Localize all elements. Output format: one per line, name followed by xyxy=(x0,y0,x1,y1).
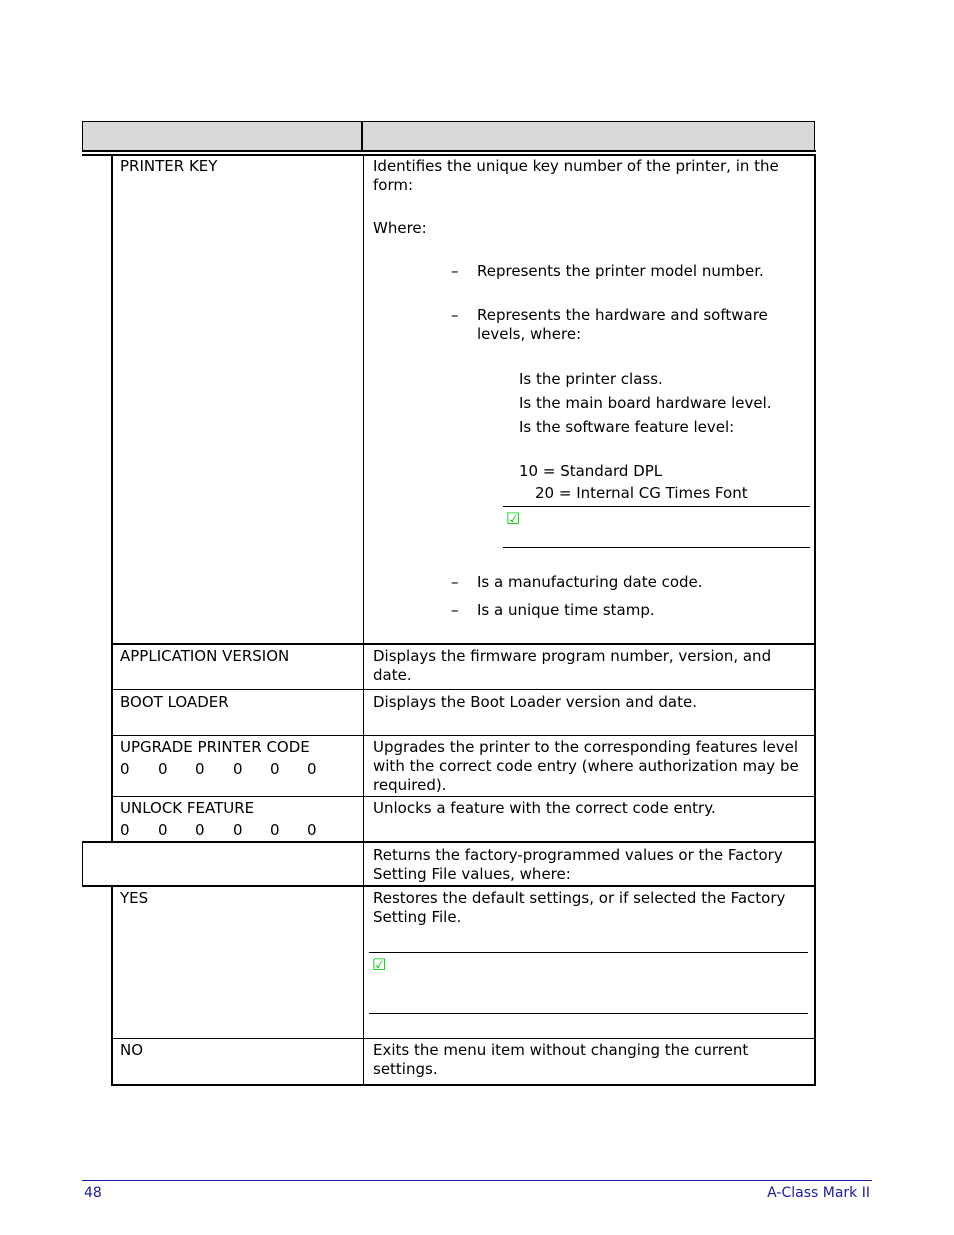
column-divider xyxy=(363,154,364,1086)
code-digit: 0 xyxy=(195,821,205,839)
yes-label: YES xyxy=(120,889,149,907)
application-version-description: Displays the firmware program number, version, and date. xyxy=(373,647,772,684)
checkbox-note-icon: ☑ xyxy=(372,955,387,974)
date-code-definition: Is a manufacturing date code. xyxy=(477,573,703,591)
row-rule xyxy=(111,643,816,645)
row-rule xyxy=(82,841,816,843)
unlock-feature-label: UNLOCK FEATURE xyxy=(120,799,255,817)
feature-cg-times: 20 = Internal CG Times Font xyxy=(535,484,748,502)
code-digit: 0 xyxy=(307,760,317,778)
product-name: A-Class Mark II xyxy=(767,1185,870,1201)
table-right-border xyxy=(814,154,816,1086)
row-rule xyxy=(111,796,816,797)
note-rule-bottom xyxy=(503,547,810,548)
code-digit: 0 xyxy=(158,821,168,839)
defaults-description: Returns the factory-programmed values or the Factory Setting File values, where: xyxy=(373,846,783,883)
code-digit: 0 xyxy=(120,821,130,839)
table-bottom-rule xyxy=(111,1084,816,1086)
header-rule xyxy=(82,150,816,152)
dash-glyph: – xyxy=(451,306,459,324)
row-rule xyxy=(111,1038,816,1039)
defaults-left-border xyxy=(82,841,83,886)
no-description: Exits the menu item without changing the current settings. xyxy=(373,1041,749,1078)
printer-model-definition: Represents the printer model number. xyxy=(477,262,764,280)
printer-key-where: Where: xyxy=(373,219,427,237)
note-rule-top xyxy=(503,506,810,507)
hw-sw-levels-definition: Represents the hardware and software levels, where: xyxy=(477,306,768,343)
yes-description: Restores the default settings, or if selected the Factory Setting File. xyxy=(373,889,786,926)
feature-standard-dpl: 10 = Standard DPL xyxy=(519,462,663,480)
boot-loader-description: Displays the Boot Loader version and date. xyxy=(373,693,697,711)
row-rule xyxy=(111,735,816,736)
printer-key-description: Identifies the unique key number of the printer, in the form: xyxy=(373,157,779,194)
board-level-definition: Is the main board hardware level. xyxy=(519,394,772,412)
code-digit: 0 xyxy=(307,821,317,839)
row-rule xyxy=(82,885,816,887)
header-rule-2 xyxy=(82,154,816,156)
code-digit: 0 xyxy=(233,760,243,778)
header-divider xyxy=(361,121,363,151)
code-digit: 0 xyxy=(195,760,205,778)
dash-glyph: – xyxy=(451,573,459,591)
table-left-border xyxy=(111,154,113,842)
application-version-label: APPLICATION VERSION xyxy=(120,647,290,665)
no-label: NO xyxy=(120,1041,144,1059)
footer-rule xyxy=(82,1180,872,1181)
checkbox-note-icon: ☑ xyxy=(506,509,521,528)
table-header-row xyxy=(82,121,815,150)
note-rule-top xyxy=(369,952,808,953)
dash-glyph: – xyxy=(451,262,459,280)
code-digit: 0 xyxy=(158,760,168,778)
note-rule-bottom xyxy=(369,1013,808,1014)
row-rule xyxy=(111,689,816,690)
dash-glyph: – xyxy=(451,601,459,619)
unlock-feature-description: Unlocks a feature with the correct code entry. xyxy=(373,799,716,817)
upgrade-code-description: Upgrades the printer to the corresponding features level with the correct code entry (where authorization may be required). xyxy=(373,738,799,794)
code-digit: 0 xyxy=(233,821,243,839)
code-digit: 0 xyxy=(120,760,130,778)
printer-key-label: PRINTER KEY xyxy=(120,157,218,175)
page-number: 48 xyxy=(84,1185,102,1201)
feature-level-definition: Is the software feature level: xyxy=(519,418,735,436)
printer-class-definition: Is the printer class. xyxy=(519,370,663,388)
time-stamp-definition: Is a unique time stamp. xyxy=(477,601,655,619)
code-digit: 0 xyxy=(270,821,280,839)
upgrade-code-label: UPGRADE PRINTER CODE xyxy=(120,738,310,756)
boot-loader-label: BOOT LOADER xyxy=(120,693,229,711)
code-digit: 0 xyxy=(270,760,280,778)
table-left-border-lower xyxy=(111,886,113,1086)
